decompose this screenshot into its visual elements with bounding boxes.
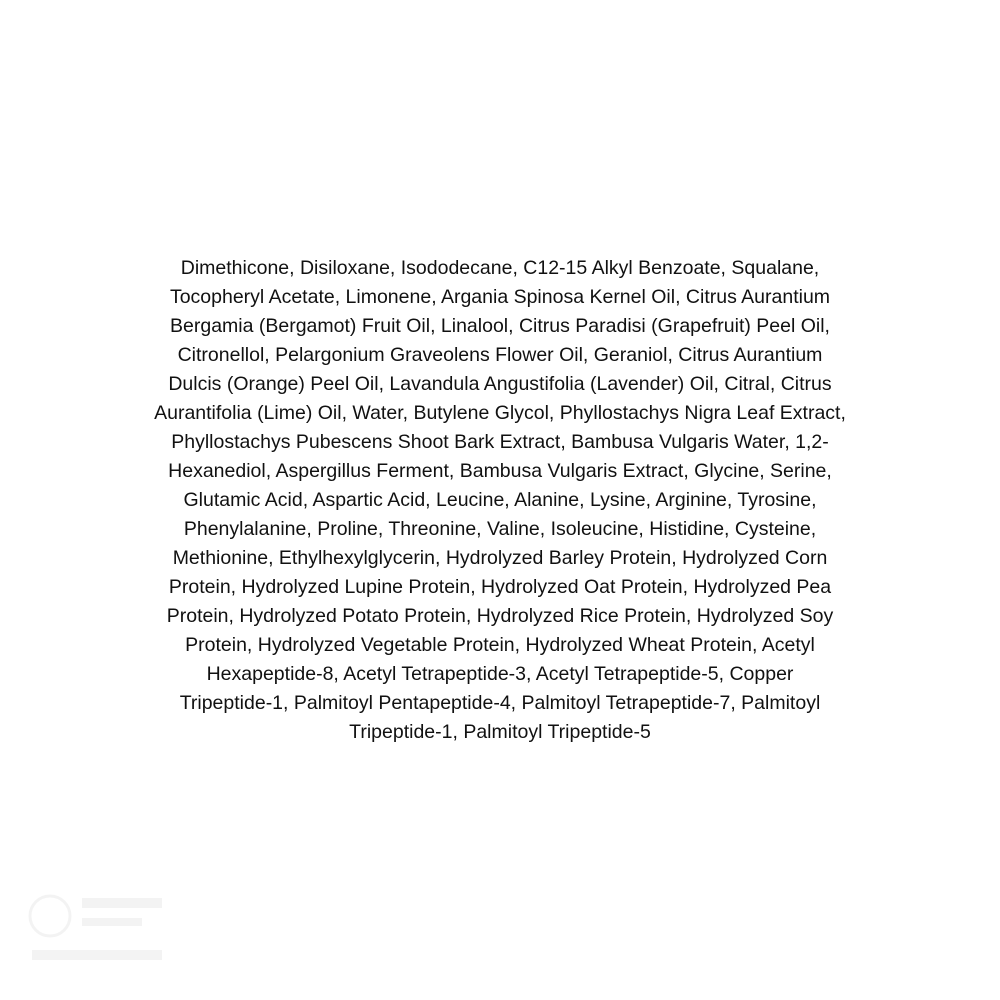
watermark-logo-icon <box>22 888 172 978</box>
ingredients-line-16: Tripeptide-1, Palmitoyl Pentapeptide-4, Palmitoyl Tetrapeptide-7, Palmitoyl <box>179 692 821 714</box>
ingredients-line-14: Protein, Hydrolyzed Vegetable Protein, Hydrolyzed Wheat Protein, Acetyl <box>185 634 815 656</box>
ingredients-line-13: Protein, Hydrolyzed Potato Protein, Hydrolyzed Rice Protein, Hydrolyzed Soy <box>166 605 834 627</box>
ingredients-line-7: Phyllostachys Pubescens Shoot Bark Extract, Bambusa Vulgaris Water, 1,2- <box>171 431 829 453</box>
ingredients-line-9: Glutamic Acid, Aspartic Acid, Leucine, Alanine, Lysine, Arginine, Tyrosine, <box>183 489 817 511</box>
ingredients-line-15: Hexapeptide-8, Acetyl Tetrapeptide-3, Acetyl Tetrapeptide-5, Copper <box>206 663 794 685</box>
ingredients-line-3: Bergamia (Bergamot) Fruit Oil, Linalool, Citrus Paradisi (Grapefruit) Peel Oil, <box>170 315 830 337</box>
ingredients-list <box>95 254 905 747</box>
ingredients-line-11: Methionine, Ethylhexylglycerin, Hydrolyzed Barley Protein, Hydrolyzed Corn <box>172 547 828 569</box>
ingredients-line-12: Protein, Hydrolyzed Lupine Protein, Hydrolyzed Oat Protein, Hydrolyzed Pea <box>168 576 832 598</box>
ingredients-line-8: Hexanediol, Aspergillus Ferment, Bambusa Vulgaris Extract, Glycine, Serine, <box>168 460 832 482</box>
ingredients-line-5: Dulcis (Orange) Peel Oil, Lavandula Angustifolia (Lavender) Oil, Citral, Citrus <box>168 373 832 395</box>
ingredients-line-4: Citronellol, Pelargonium Graveolens Flower Oil, Geraniol, Citrus Aurantium <box>177 344 823 366</box>
ingredients-line-6: Aurantifolia (Lime) Oil, Water, Butylene Glycol, Phyllostachys Nigra Leaf Extract, <box>154 402 846 424</box>
ingredients-line-10: Phenylalanine, Proline, Threonine, Valine, Isoleucine, Histidine, Cysteine, <box>183 518 817 540</box>
ingredients-line-1: Dimethicone, Disiloxane, Isododecane, C12-15 Alkyl Benzoate, Squalane, <box>180 257 820 279</box>
ingredients-line-2: Tocopheryl Acetate, Limonene, Argania Spinosa Kernel Oil, Citrus Aurantium <box>169 286 831 308</box>
ingredients-line-17: Tripeptide-1, Palmitoyl Tripeptide-5 <box>349 721 651 743</box>
